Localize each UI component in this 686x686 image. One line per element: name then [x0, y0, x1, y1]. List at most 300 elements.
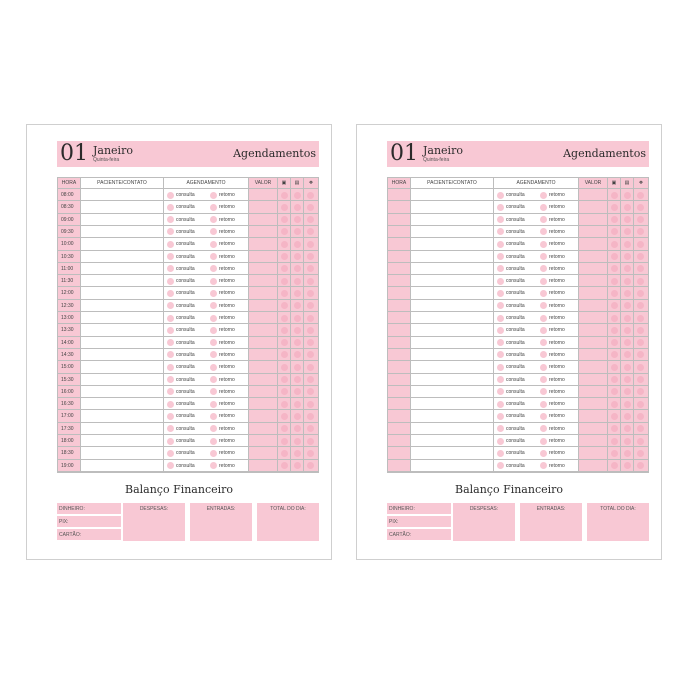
card-checkbox[interactable]	[294, 376, 301, 383]
patient-cell[interactable]	[81, 349, 164, 360]
time-cell[interactable]	[388, 324, 411, 335]
wallet-checkbox[interactable]	[611, 204, 618, 211]
consulta-checkbox[interactable]	[497, 401, 504, 408]
card-checkbox[interactable]	[624, 413, 631, 420]
wallet-checkbox[interactable]	[611, 339, 618, 346]
card-checkbox[interactable]	[294, 216, 301, 223]
wallet-checkbox[interactable]	[611, 216, 618, 223]
consulta-checkbox[interactable]	[167, 351, 174, 358]
time-cell[interactable]	[388, 349, 411, 360]
card-checkbox[interactable]	[294, 364, 301, 371]
value-cell[interactable]	[579, 226, 608, 237]
card-checkbox[interactable]	[624, 450, 631, 457]
pix-checkbox[interactable]	[637, 327, 644, 334]
time-cell[interactable]	[388, 398, 411, 409]
value-cell[interactable]	[249, 238, 278, 249]
time-cell[interactable]	[388, 374, 411, 385]
patient-cell[interactable]	[81, 423, 164, 434]
wallet-checkbox[interactable]	[611, 192, 618, 199]
wallet-checkbox[interactable]	[611, 265, 618, 272]
card-checkbox[interactable]	[294, 388, 301, 395]
consulta-checkbox[interactable]	[497, 413, 504, 420]
card-checkbox[interactable]	[294, 315, 301, 322]
wallet-checkbox[interactable]	[281, 290, 288, 297]
pix-checkbox[interactable]	[307, 265, 314, 272]
value-cell[interactable]	[249, 263, 278, 274]
retorno-checkbox[interactable]	[540, 290, 547, 297]
pix-checkbox[interactable]	[637, 278, 644, 285]
card-checkbox[interactable]	[624, 425, 631, 432]
patient-cell[interactable]	[81, 361, 164, 372]
value-cell[interactable]	[579, 201, 608, 212]
consulta-checkbox[interactable]	[497, 278, 504, 285]
wallet-checkbox[interactable]	[281, 388, 288, 395]
retorno-checkbox[interactable]	[540, 192, 547, 199]
time-cell[interactable]	[388, 386, 411, 397]
card-checkbox[interactable]	[624, 228, 631, 235]
wallet-checkbox[interactable]	[611, 228, 618, 235]
wallet-checkbox[interactable]	[281, 450, 288, 457]
patient-cell[interactable]	[411, 349, 494, 360]
patient-cell[interactable]	[81, 300, 164, 311]
retorno-checkbox[interactable]	[540, 241, 547, 248]
pix-checkbox[interactable]	[637, 192, 644, 199]
consulta-checkbox[interactable]	[167, 278, 174, 285]
value-cell[interactable]	[579, 349, 608, 360]
patient-cell[interactable]	[411, 374, 494, 385]
pix-checkbox[interactable]	[307, 241, 314, 248]
wallet-checkbox[interactable]	[611, 290, 618, 297]
patient-cell[interactable]	[81, 275, 164, 286]
card-checkbox[interactable]	[624, 192, 631, 199]
patient-cell[interactable]	[81, 287, 164, 298]
card-checkbox[interactable]	[294, 278, 301, 285]
card-checkbox[interactable]	[294, 253, 301, 260]
consulta-checkbox[interactable]	[497, 192, 504, 199]
pix-checkbox[interactable]	[307, 253, 314, 260]
retorno-checkbox[interactable]	[540, 327, 547, 334]
patient-cell[interactable]	[81, 386, 164, 397]
consulta-checkbox[interactable]	[167, 438, 174, 445]
consulta-checkbox[interactable]	[497, 339, 504, 346]
value-cell[interactable]	[579, 324, 608, 335]
value-cell[interactable]	[579, 398, 608, 409]
consulta-checkbox[interactable]	[167, 290, 174, 297]
consulta-checkbox[interactable]	[497, 315, 504, 322]
consulta-checkbox[interactable]	[497, 376, 504, 383]
consulta-checkbox[interactable]	[167, 192, 174, 199]
time-cell[interactable]	[388, 410, 411, 421]
patient-cell[interactable]	[81, 410, 164, 421]
card-checkbox[interactable]	[294, 228, 301, 235]
patient-cell[interactable]	[81, 398, 164, 409]
card-checkbox[interactable]	[624, 339, 631, 346]
value-cell[interactable]	[249, 324, 278, 335]
patient-cell[interactable]	[411, 287, 494, 298]
value-cell[interactable]	[579, 410, 608, 421]
value-cell[interactable]	[579, 374, 608, 385]
pix-checkbox[interactable]	[307, 327, 314, 334]
time-cell[interactable]	[388, 435, 411, 446]
value-cell[interactable]	[579, 386, 608, 397]
retorno-checkbox[interactable]	[210, 302, 217, 309]
pix-checkbox[interactable]	[637, 413, 644, 420]
patient-cell[interactable]	[81, 263, 164, 274]
value-cell[interactable]	[579, 189, 608, 200]
wallet-checkbox[interactable]	[281, 425, 288, 432]
retorno-checkbox[interactable]	[540, 425, 547, 432]
wallet-checkbox[interactable]	[281, 351, 288, 358]
card-checkbox[interactable]	[624, 241, 631, 248]
patient-cell[interactable]	[81, 435, 164, 446]
card-checkbox[interactable]	[624, 401, 631, 408]
pix-checkbox[interactable]	[307, 425, 314, 432]
consulta-checkbox[interactable]	[167, 364, 174, 371]
wallet-checkbox[interactable]	[611, 278, 618, 285]
retorno-checkbox[interactable]	[540, 351, 547, 358]
value-cell[interactable]	[579, 312, 608, 323]
pix-checkbox[interactable]	[307, 302, 314, 309]
pix-checkbox[interactable]	[637, 315, 644, 322]
card-checkbox[interactable]	[624, 388, 631, 395]
pix-checkbox[interactable]	[307, 364, 314, 371]
patient-cell[interactable]	[81, 226, 164, 237]
pix-checkbox[interactable]	[307, 192, 314, 199]
retorno-checkbox[interactable]	[210, 315, 217, 322]
wallet-checkbox[interactable]	[611, 327, 618, 334]
value-cell[interactable]	[579, 275, 608, 286]
retorno-checkbox[interactable]	[210, 401, 217, 408]
pix-checkbox[interactable]	[307, 388, 314, 395]
card-checkbox[interactable]	[294, 192, 301, 199]
patient-cell[interactable]	[411, 447, 494, 458]
consulta-checkbox[interactable]	[497, 204, 504, 211]
retorno-checkbox[interactable]	[210, 216, 217, 223]
value-cell[interactable]	[249, 398, 278, 409]
wallet-checkbox[interactable]	[611, 401, 618, 408]
pix-checkbox[interactable]	[307, 438, 314, 445]
wallet-checkbox[interactable]	[611, 438, 618, 445]
wallet-checkbox[interactable]	[281, 265, 288, 272]
value-cell[interactable]	[579, 361, 608, 372]
card-checkbox[interactable]	[294, 265, 301, 272]
pix-checkbox[interactable]	[637, 204, 644, 211]
consulta-checkbox[interactable]	[497, 388, 504, 395]
pix-checkbox[interactable]	[307, 450, 314, 457]
consulta-checkbox[interactable]	[497, 438, 504, 445]
pix-checkbox[interactable]	[637, 450, 644, 457]
retorno-checkbox[interactable]	[210, 413, 217, 420]
consulta-checkbox[interactable]	[167, 302, 174, 309]
patient-cell[interactable]	[411, 238, 494, 249]
retorno-checkbox[interactable]	[540, 388, 547, 395]
wallet-checkbox[interactable]	[281, 376, 288, 383]
consulta-checkbox[interactable]	[167, 253, 174, 260]
patient-cell[interactable]	[81, 447, 164, 458]
retorno-checkbox[interactable]	[210, 462, 217, 469]
value-cell[interactable]	[579, 238, 608, 249]
retorno-checkbox[interactable]	[210, 376, 217, 383]
consulta-checkbox[interactable]	[167, 376, 174, 383]
time-cell[interactable]	[388, 263, 411, 274]
patient-cell[interactable]	[411, 189, 494, 200]
wallet-checkbox[interactable]	[281, 462, 288, 469]
card-checkbox[interactable]	[294, 241, 301, 248]
patient-cell[interactable]	[81, 312, 164, 323]
value-cell[interactable]	[249, 226, 278, 237]
patient-cell[interactable]	[81, 337, 164, 348]
time-cell[interactable]	[388, 300, 411, 311]
patient-cell[interactable]	[411, 226, 494, 237]
consulta-checkbox[interactable]	[497, 265, 504, 272]
card-checkbox[interactable]	[294, 413, 301, 420]
time-cell[interactable]	[388, 238, 411, 249]
consulta-checkbox[interactable]	[497, 253, 504, 260]
patient-cell[interactable]	[411, 251, 494, 262]
retorno-checkbox[interactable]	[540, 315, 547, 322]
pix-checkbox[interactable]	[637, 253, 644, 260]
consulta-checkbox[interactable]	[167, 241, 174, 248]
pix-checkbox[interactable]	[307, 413, 314, 420]
value-cell[interactable]	[249, 361, 278, 372]
pix-checkbox[interactable]	[307, 351, 314, 358]
card-checkbox[interactable]	[624, 462, 631, 469]
value-cell[interactable]	[579, 423, 608, 434]
wallet-checkbox[interactable]	[611, 450, 618, 457]
card-checkbox[interactable]	[624, 315, 631, 322]
pix-checkbox[interactable]	[307, 216, 314, 223]
time-cell[interactable]	[388, 275, 411, 286]
value-cell[interactable]	[249, 386, 278, 397]
wallet-checkbox[interactable]	[281, 327, 288, 334]
time-cell[interactable]	[388, 201, 411, 212]
retorno-checkbox[interactable]	[540, 413, 547, 420]
pix-checkbox[interactable]	[637, 241, 644, 248]
pix-checkbox[interactable]	[637, 302, 644, 309]
card-checkbox[interactable]	[294, 302, 301, 309]
wallet-checkbox[interactable]	[611, 253, 618, 260]
value-cell[interactable]	[579, 337, 608, 348]
retorno-checkbox[interactable]	[540, 450, 547, 457]
card-checkbox[interactable]	[294, 438, 301, 445]
retorno-checkbox[interactable]	[540, 401, 547, 408]
wallet-checkbox[interactable]	[281, 204, 288, 211]
card-checkbox[interactable]	[294, 462, 301, 469]
consulta-checkbox[interactable]	[497, 228, 504, 235]
time-cell[interactable]	[388, 460, 411, 471]
value-cell[interactable]	[579, 287, 608, 298]
consulta-checkbox[interactable]	[497, 302, 504, 309]
retorno-checkbox[interactable]	[210, 364, 217, 371]
wallet-checkbox[interactable]	[611, 413, 618, 420]
wallet-checkbox[interactable]	[611, 364, 618, 371]
value-cell[interactable]	[579, 251, 608, 262]
value-cell[interactable]	[249, 337, 278, 348]
wallet-checkbox[interactable]	[281, 253, 288, 260]
consulta-checkbox[interactable]	[167, 228, 174, 235]
value-cell[interactable]	[249, 374, 278, 385]
retorno-checkbox[interactable]	[210, 290, 217, 297]
pix-checkbox[interactable]	[307, 228, 314, 235]
patient-cell[interactable]	[411, 398, 494, 409]
value-cell[interactable]	[249, 423, 278, 434]
card-checkbox[interactable]	[294, 290, 301, 297]
pix-checkbox[interactable]	[637, 401, 644, 408]
retorno-checkbox[interactable]	[540, 204, 547, 211]
retorno-checkbox[interactable]	[210, 253, 217, 260]
card-checkbox[interactable]	[624, 265, 631, 272]
card-checkbox[interactable]	[624, 204, 631, 211]
retorno-checkbox[interactable]	[540, 278, 547, 285]
retorno-checkbox[interactable]	[540, 376, 547, 383]
pix-checkbox[interactable]	[637, 290, 644, 297]
card-checkbox[interactable]	[294, 204, 301, 211]
value-cell[interactable]	[249, 312, 278, 323]
pix-checkbox[interactable]	[637, 228, 644, 235]
wallet-checkbox[interactable]	[281, 192, 288, 199]
card-checkbox[interactable]	[624, 376, 631, 383]
time-cell[interactable]	[388, 337, 411, 348]
pix-checkbox[interactable]	[637, 388, 644, 395]
wallet-checkbox[interactable]	[611, 351, 618, 358]
card-checkbox[interactable]	[624, 351, 631, 358]
pix-checkbox[interactable]	[637, 438, 644, 445]
retorno-checkbox[interactable]	[540, 462, 547, 469]
retorno-checkbox[interactable]	[210, 241, 217, 248]
consulta-checkbox[interactable]	[167, 216, 174, 223]
wallet-checkbox[interactable]	[281, 278, 288, 285]
value-cell[interactable]	[249, 251, 278, 262]
consulta-checkbox[interactable]	[497, 241, 504, 248]
value-cell[interactable]	[579, 214, 608, 225]
consulta-checkbox[interactable]	[497, 216, 504, 223]
value-cell[interactable]	[249, 287, 278, 298]
time-cell[interactable]	[388, 312, 411, 323]
pix-checkbox[interactable]	[307, 376, 314, 383]
pix-checkbox[interactable]	[637, 425, 644, 432]
value-cell[interactable]	[579, 435, 608, 446]
consulta-checkbox[interactable]	[497, 290, 504, 297]
wallet-checkbox[interactable]	[281, 216, 288, 223]
consulta-checkbox[interactable]	[167, 388, 174, 395]
consulta-checkbox[interactable]	[497, 364, 504, 371]
pix-checkbox[interactable]	[307, 339, 314, 346]
value-cell[interactable]	[579, 460, 608, 471]
consulta-checkbox[interactable]	[167, 204, 174, 211]
wallet-checkbox[interactable]	[281, 339, 288, 346]
patient-cell[interactable]	[411, 435, 494, 446]
wallet-checkbox[interactable]	[281, 241, 288, 248]
retorno-checkbox[interactable]	[210, 265, 217, 272]
pix-checkbox[interactable]	[307, 290, 314, 297]
value-cell[interactable]	[249, 410, 278, 421]
retorno-checkbox[interactable]	[210, 204, 217, 211]
patient-cell[interactable]	[81, 251, 164, 262]
patient-cell[interactable]	[411, 337, 494, 348]
retorno-checkbox[interactable]	[540, 339, 547, 346]
wallet-checkbox[interactable]	[611, 388, 618, 395]
pix-checkbox[interactable]	[307, 315, 314, 322]
value-cell[interactable]	[249, 435, 278, 446]
patient-cell[interactable]	[411, 201, 494, 212]
card-checkbox[interactable]	[294, 351, 301, 358]
patient-cell[interactable]	[411, 275, 494, 286]
retorno-checkbox[interactable]	[210, 228, 217, 235]
patient-cell[interactable]	[411, 263, 494, 274]
patient-cell[interactable]	[81, 238, 164, 249]
pix-checkbox[interactable]	[637, 351, 644, 358]
card-checkbox[interactable]	[294, 425, 301, 432]
patient-cell[interactable]	[411, 460, 494, 471]
retorno-checkbox[interactable]	[210, 192, 217, 199]
patient-cell[interactable]	[411, 361, 494, 372]
retorno-checkbox[interactable]	[540, 364, 547, 371]
retorno-checkbox[interactable]	[540, 438, 547, 445]
value-cell[interactable]	[249, 189, 278, 200]
value-cell[interactable]	[579, 300, 608, 311]
value-cell[interactable]	[249, 460, 278, 471]
patient-cell[interactable]	[411, 423, 494, 434]
card-checkbox[interactable]	[624, 290, 631, 297]
value-cell[interactable]	[579, 447, 608, 458]
card-checkbox[interactable]	[624, 278, 631, 285]
pix-checkbox[interactable]	[637, 339, 644, 346]
pix-checkbox[interactable]	[307, 278, 314, 285]
patient-cell[interactable]	[81, 189, 164, 200]
retorno-checkbox[interactable]	[210, 450, 217, 457]
time-cell[interactable]	[388, 287, 411, 298]
retorno-checkbox[interactable]	[540, 265, 547, 272]
wallet-checkbox[interactable]	[611, 241, 618, 248]
wallet-checkbox[interactable]	[281, 364, 288, 371]
retorno-checkbox[interactable]	[540, 216, 547, 223]
retorno-checkbox[interactable]	[210, 438, 217, 445]
time-cell[interactable]	[388, 447, 411, 458]
wallet-checkbox[interactable]	[281, 302, 288, 309]
retorno-checkbox[interactable]	[540, 302, 547, 309]
value-cell[interactable]	[249, 349, 278, 360]
consulta-checkbox[interactable]	[167, 413, 174, 420]
consulta-checkbox[interactable]	[497, 327, 504, 334]
pix-checkbox[interactable]	[637, 462, 644, 469]
wallet-checkbox[interactable]	[281, 438, 288, 445]
value-cell[interactable]	[249, 300, 278, 311]
consulta-checkbox[interactable]	[167, 265, 174, 272]
card-checkbox[interactable]	[624, 216, 631, 223]
time-cell[interactable]	[388, 251, 411, 262]
retorno-checkbox[interactable]	[210, 327, 217, 334]
value-cell[interactable]	[249, 201, 278, 212]
time-cell[interactable]	[388, 214, 411, 225]
value-cell[interactable]	[249, 275, 278, 286]
wallet-checkbox[interactable]	[611, 302, 618, 309]
wallet-checkbox[interactable]	[611, 425, 618, 432]
consulta-checkbox[interactable]	[167, 450, 174, 457]
wallet-checkbox[interactable]	[611, 376, 618, 383]
patient-cell[interactable]	[411, 386, 494, 397]
wallet-checkbox[interactable]	[281, 315, 288, 322]
wallet-checkbox[interactable]	[611, 315, 618, 322]
retorno-checkbox[interactable]	[210, 278, 217, 285]
patient-cell[interactable]	[81, 214, 164, 225]
patient-cell[interactable]	[411, 214, 494, 225]
value-cell[interactable]	[249, 447, 278, 458]
time-cell[interactable]	[388, 361, 411, 372]
wallet-checkbox[interactable]	[281, 228, 288, 235]
retorno-checkbox[interactable]	[540, 253, 547, 260]
consulta-checkbox[interactable]	[497, 425, 504, 432]
card-checkbox[interactable]	[294, 339, 301, 346]
